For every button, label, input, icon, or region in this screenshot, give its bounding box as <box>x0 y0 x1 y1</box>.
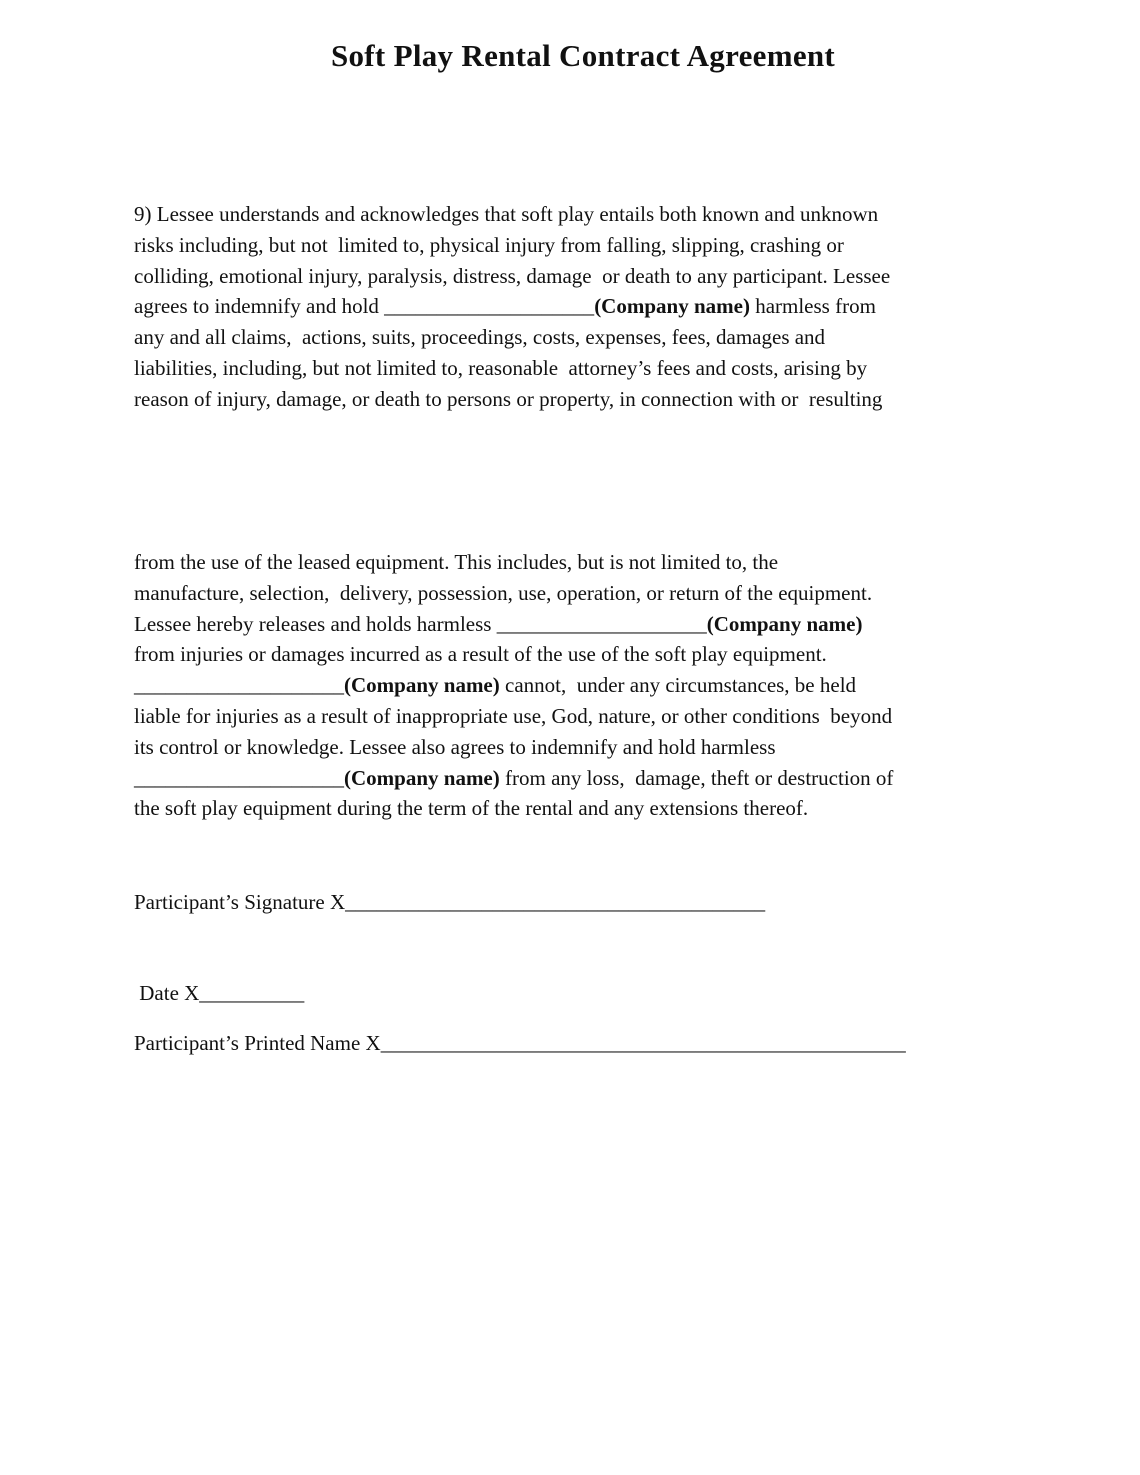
text-line <box>134 796 808 820</box>
text-segment: ____________________ <box>134 765 344 790</box>
participant-signature-field[interactable]: Participant’s Signature X________________________________________ <box>134 890 766 914</box>
text-line <box>134 387 882 411</box>
text-segment: colliding, emotional injury, paralysis, distress, damage or death to any participant. Lessee <box>134 263 891 288</box>
text-segment: its control or knowledge. Lessee also agrees to indemnify and hold harmless <box>134 734 776 759</box>
document-title: Soft Play Rental Contract Agreement <box>330 38 836 73</box>
company-name-placeholder: (Company name) <box>594 294 750 319</box>
text-segment: 9) Lessee understands and acknowledges that soft play entails both known and unknown <box>134 202 879 226</box>
text-line <box>134 294 876 318</box>
text-line <box>134 766 893 790</box>
text-line <box>134 264 890 288</box>
text-segment: risks including, but not limited to, physical injury from falling, slipping, crashing or <box>134 232 844 257</box>
date-field[interactable]: Date X__________ <box>134 981 305 1005</box>
text-segment: reason of injury, damage, or death to persons or property, in connection with or resulting <box>134 386 883 411</box>
text-segment: agrees to indemnify and hold ____________________ <box>134 294 595 319</box>
text-segment: Lessee hereby releases and holds harmless ____________________ <box>134 611 707 636</box>
text-line <box>134 704 892 728</box>
text-segment: from the use of the leased equipment. This includes, but is not limited to, the <box>134 550 779 574</box>
text-line <box>134 202 878 226</box>
text-line <box>134 356 867 380</box>
company-name-placeholder: (Company name) <box>706 611 863 636</box>
text-segment: cannot, under any circumstances, be held <box>499 673 857 698</box>
text-segment: manufacture, selection, delivery, possession, use, operation, or return of the equipment. <box>134 580 873 605</box>
text-segment: ____________________ <box>134 673 344 698</box>
text-segment: the soft play equipment during the term of the rental and any extensions thereof. <box>134 796 809 821</box>
company-name-placeholder: (Company name) <box>344 765 500 790</box>
text-segment: from any loss, damage, theft or destruction of <box>499 765 894 790</box>
text-line <box>134 233 844 257</box>
text-segment: harmless from <box>749 294 876 319</box>
text-line <box>134 735 776 759</box>
text-line <box>134 612 862 636</box>
text-segment: any and all claims, actions, suits, proceedings, costs, expenses, fees, damages and <box>134 325 826 350</box>
company-name-placeholder: (Company name) <box>344 673 500 698</box>
text-line <box>134 550 778 574</box>
text-line <box>134 673 856 697</box>
text-segment: liable for injuries as a result of inappropriate use, God, nature, or other conditions beyond <box>134 704 893 728</box>
text-segment: liabilities, including, but not limited to, reasonable attorney’s fees and costs, arising by <box>134 356 868 380</box>
text-segment: from injuries or damages incurred as a result of the use of the soft play equipment. <box>134 642 827 667</box>
text-line <box>134 325 825 349</box>
text-line <box>134 642 827 666</box>
participant-printed-name-field[interactable]: Participant’s Printed Name X__________________________________________________ <box>134 1031 906 1055</box>
text-line <box>134 581 872 605</box>
